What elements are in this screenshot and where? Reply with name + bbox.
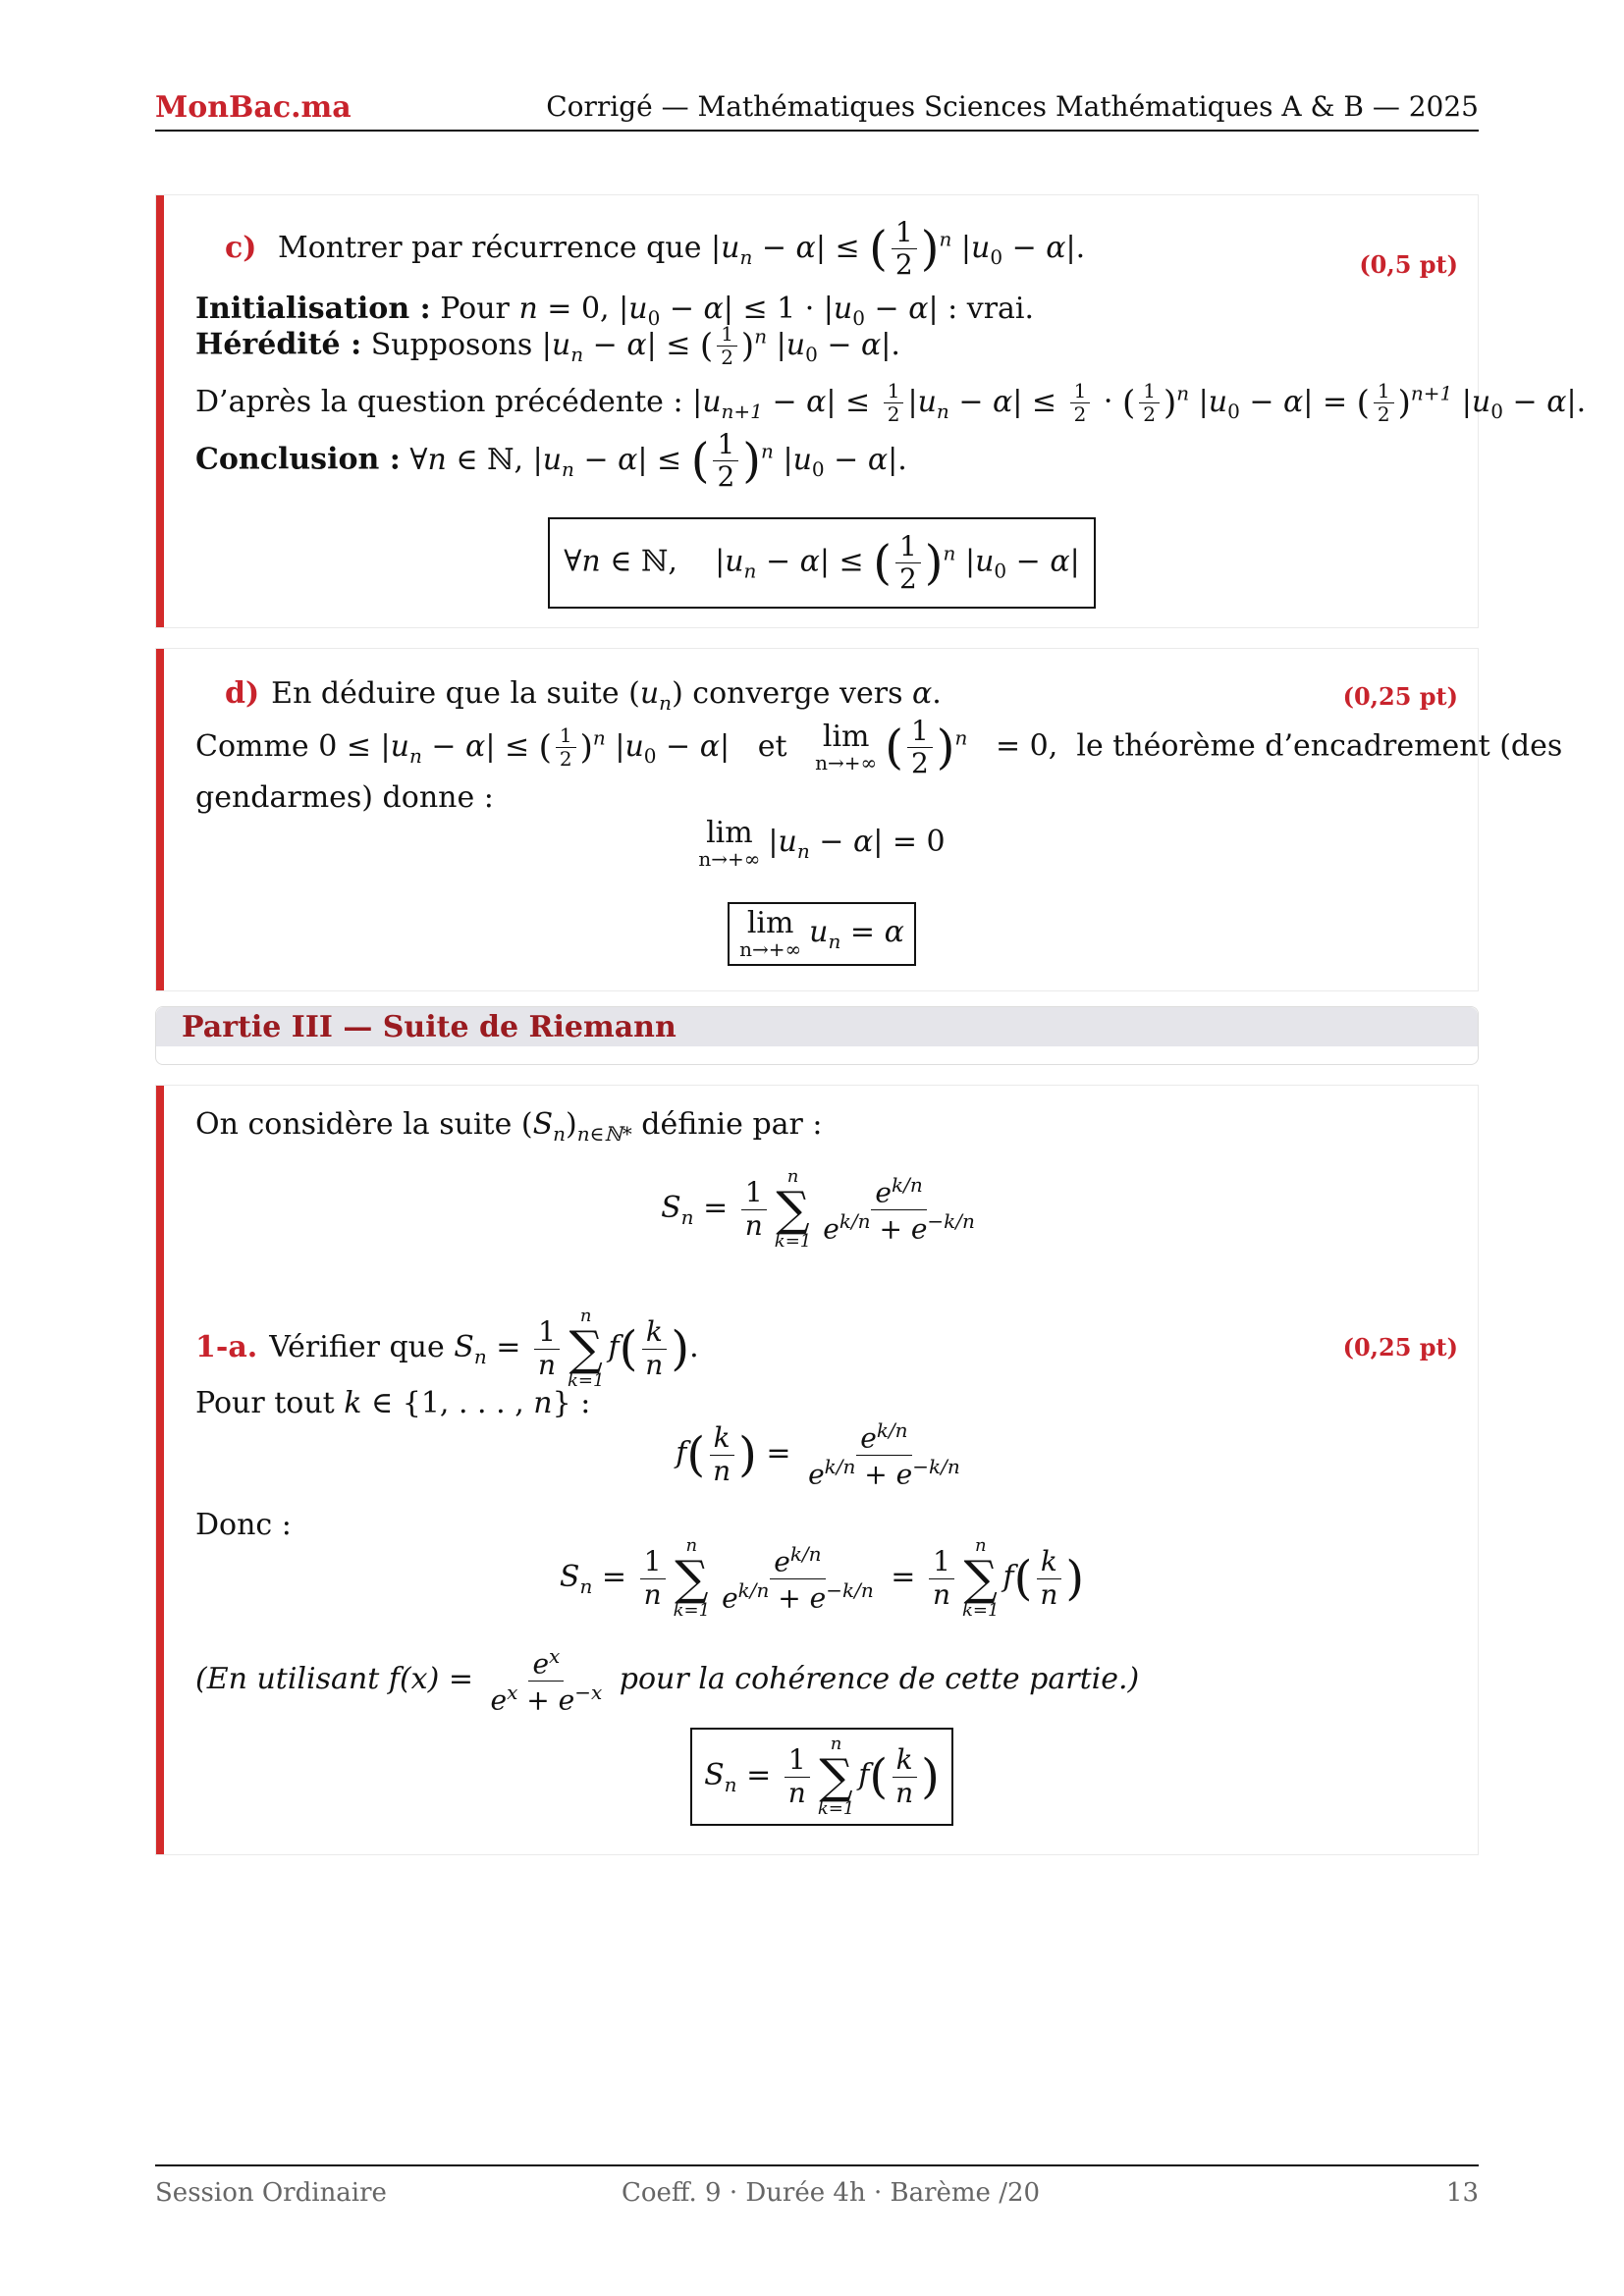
- heredite-line: Hérédité : Supposons $|u_n - \alpha|$ ≤ ( $\frac{1}{2}$ )$^n$ $|u_0 - \alpha|$.: [195, 322, 900, 369]
- question-c-card: [155, 194, 1587, 628]
- riemann-card: [155, 1085, 1479, 1855]
- question-1a: 1-a. Vérifier que $S_n$ = $\frac{1}{n}$ n ∑ k=1 f( $\frac{k}{n}$ ).: [195, 1306, 699, 1391]
- definition-equation: $S_n$ = $\frac{1}{n}$ n ∑ k=1 $\frac{e^{k/n}}{e^{k/n} + e^{-k/n}}$: [661, 1166, 975, 1252]
- squeeze-text: Comme $0 \le |u_n - \alpha|$ ≤ ( $\frac{1}{2}$ )$^n$ $|u_0 - \alpha|$ et lim n→+∞ ( $\frac{1}{2}$ )$^n$ = 0, le théorème d’encadrement (des: [195, 715, 1563, 780]
- page-header: [155, 90, 1479, 132]
- footer-session: Session Ordinaire: [155, 2178, 387, 2208]
- donc-text: Donc :: [195, 1508, 292, 1542]
- points-badge: (0,25 pt): [1342, 682, 1458, 711]
- initialisation-line: Initialisation : Pour n = 0, $|u_0 - \alpha| \le 1 \cdot |u_0 - \alpha|$ : vrai.: [195, 292, 1035, 330]
- brand-logo[interactable]: MonBac.ma: [155, 90, 352, 125]
- boxed-sum: $S_n$ = $\frac{1}{n}$ n ∑ k=1 f( $\frac{k}{n}$ ): [195, 1728, 1448, 1826]
- fraction-half: $\frac{1}{2}$: [892, 217, 917, 281]
- limit-equation: lim n→+∞ $|u_n - \alpha| = 0$: [698, 816, 946, 871]
- accent-bar: [156, 1086, 164, 1854]
- page-number: 13: [1445, 2178, 1479, 2208]
- accent-bar: [156, 195, 164, 627]
- accent-bar: [156, 649, 164, 990]
- f-equation: f( $\frac{k}{n}$ ) = $\frac{e^{k/n}}{e^{k/n} + e^{-k/n}}$: [676, 1418, 960, 1490]
- intro-text: On considère la suite $(S_n)_{n\in ℕ*}$ définie par :: [195, 1107, 823, 1146]
- question-c: c) Montrer par récurrence que $|u_n - \alpha|$ ≤ ( $\frac{1}{2}$ )$^n$ $|u_0 - \alpha|$.: [225, 216, 1086, 282]
- page-footer: [155, 2164, 1479, 2208]
- section-title: Partie III — Suite de Riemann: [182, 1010, 677, 1044]
- footer-info: Coeff. 9 · Durée 4h · Barème /20: [622, 2178, 1041, 2208]
- header-title: Corrigé — Mathématiques Sciences Mathématiques A & B — 2025: [546, 90, 1479, 123]
- question-d: d) En déduire que la suite $(u_n)$ converge vers α.: [225, 676, 942, 715]
- points-badge: (0,25 pt): [1342, 1333, 1458, 1362]
- boxed-result: ∀n ∈ ℕ, $|u_n - \alpha|$ ≤ ( $\frac{1}{2}$ )$^n$ $|u_0 - \alpha|$: [195, 517, 1448, 609]
- question-label: c): [225, 230, 257, 265]
- step-line: D’après la question précédente : $|u_{n+1} - \alpha|$ ≤ $\frac{1}{2}$ $|u_n - \alpha|$ ≤ $\frac{1}{2}$ · ( $\frac{1}{2}$ )$^n$ $|u_0 - \alpha|$ = ( $\frac{1}{2}$ )$^{n+1}$ $|u_0 - \alpha|$.: [195, 379, 1587, 426]
- points-badge: (0,5 pt): [1359, 250, 1458, 279]
- boxed-limit: lim n→+∞ $u_n = \alpha$: [195, 902, 1448, 966]
- remark-text: (En utilisant f(x) = $\frac{e^x}{e^x + e^{-x}}$ pour la cohérence de cette partie.): [195, 1644, 1140, 1716]
- sum-equation: $S_n$ = $\frac{1}{n}$ n ∑ k=1 $\frac{e^{k/n}}{e^{k/n} + e^{-k/n}}$ = $\frac{1}{n}$ n ∑ k=1 f( $\frac{k}{n}$ ): [559, 1535, 1085, 1621]
- forall-text: Pour tout k ∈ {1, . . . , n} :: [195, 1386, 591, 1420]
- conclusion-line: Conclusion : ∀n ∈ ℕ, $|u_n - \alpha|$ ≤ ( $\frac{1}{2}$ )$^n$ $|u_0 - \alpha|$.: [195, 428, 907, 494]
- section-header: [155, 1006, 1479, 1065]
- question-d-card: [155, 648, 1563, 991]
- squeeze-text-2: gendarmes) donne :: [195, 780, 494, 815]
